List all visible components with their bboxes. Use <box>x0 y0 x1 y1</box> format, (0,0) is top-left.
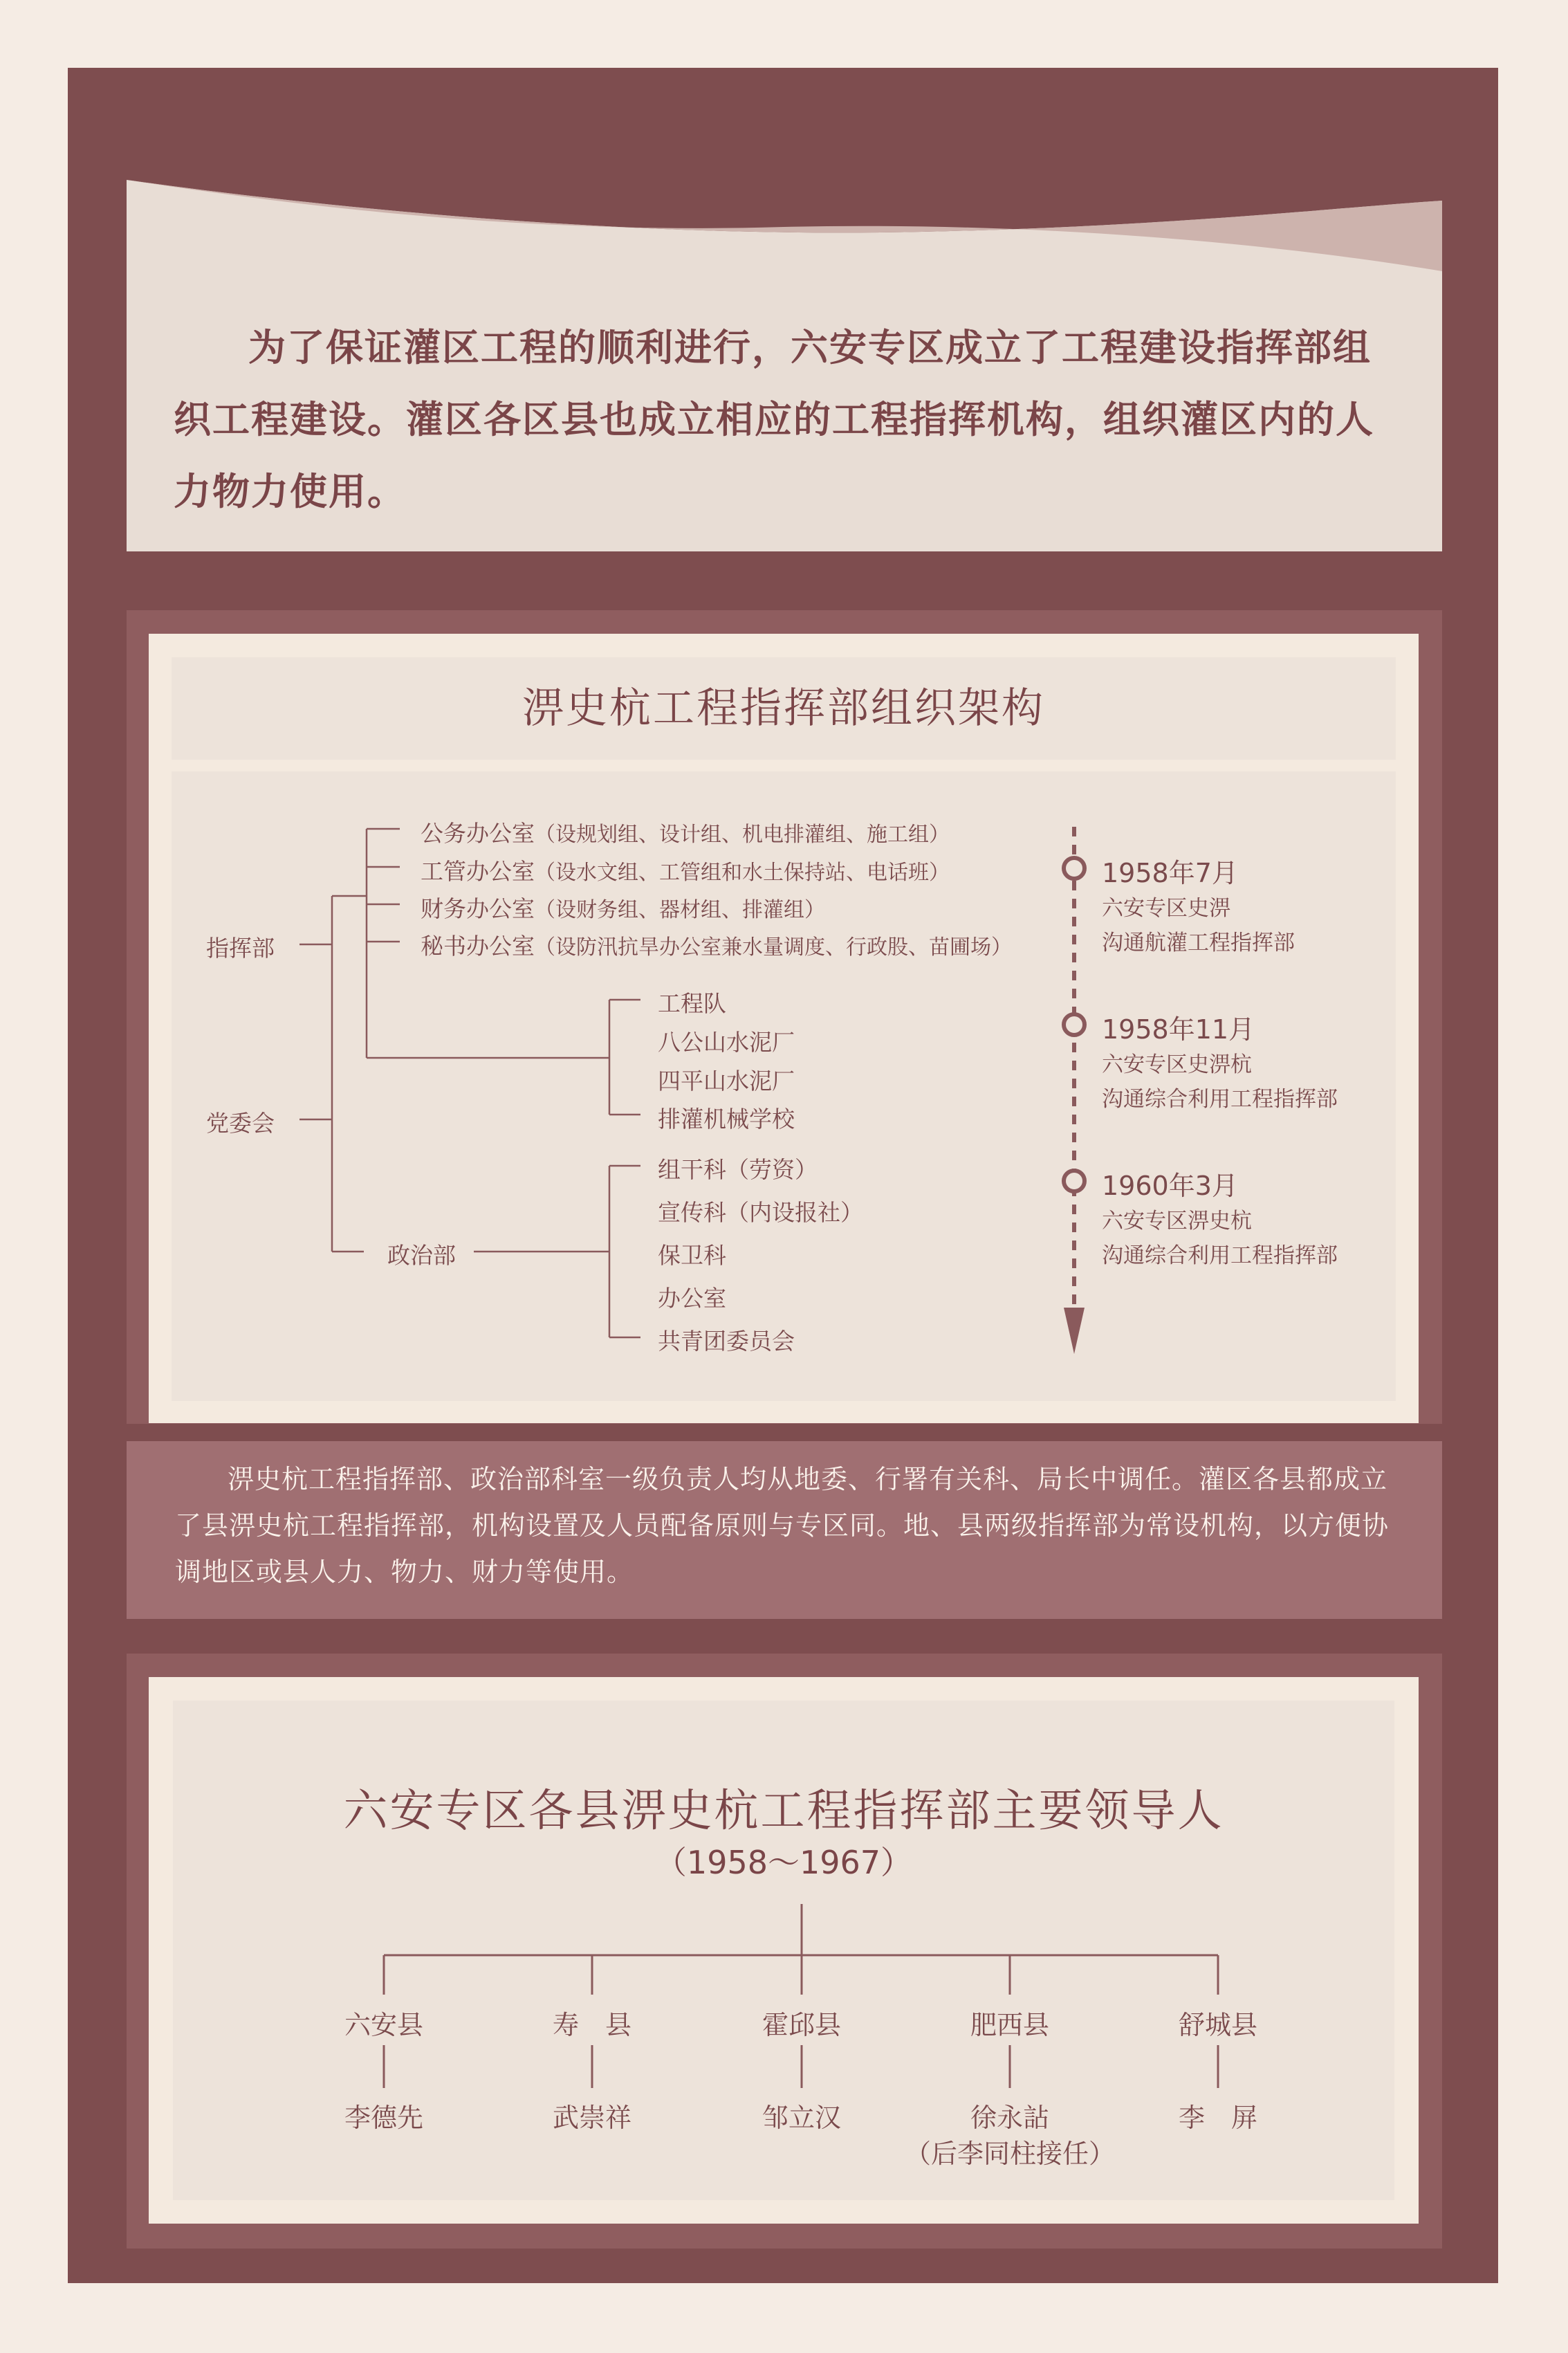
org-chart-body <box>172 771 1396 1401</box>
office-item: 财务办公室（设财务组、器材组、排灌组） <box>421 895 825 922</box>
timeline-arrow <box>1064 1308 1085 1354</box>
root-node-party: 党委会 <box>206 1110 275 1137</box>
timeline-dot <box>1064 1014 1085 1035</box>
timeline-desc: 六安专区淠史杭 <box>1102 1209 1252 1234</box>
timeline-dot <box>1064 1171 1085 1191</box>
leader-name: 武崇祥 <box>552 2103 631 2133</box>
timeline-date: 1958年7月 <box>1102 858 1238 888</box>
intro-paragraph: 为了保证灌区工程的顺利进行，六安专区成立了工程建设指挥部组织工程建设。灌区各区县也成立相应的工程指挥机构，组织灌区内的人力物力使用。 <box>174 325 1374 513</box>
timeline-dot <box>1064 858 1085 879</box>
org-chart-title: 淠史杭工程指挥部组织架构 <box>522 684 1045 733</box>
note-paragraph: 淠史杭工程指挥部、政治部科室一级负责人均从地委、行署有关科、局长中调任。灌区各县都成立了县淠史杭工程指挥部，机构设置及人员配备原则与专区同。地、县两级指挥部为常设机构，以方便协调地区或县人力、物力、财力等使用。 <box>175 1464 1390 1587</box>
county-label: 寿 县 <box>552 2010 631 2040</box>
politics-section: 保卫科 <box>658 1242 726 1269</box>
org-chart-title-box <box>172 657 1396 760</box>
office-item: 秘书办公室（设防汛抗旱办公室兼水量调度、行政股、苗圃场） <box>421 933 1012 960</box>
leaders-years: （1958～1967） <box>654 1844 913 1881</box>
leaders-body <box>173 1701 1394 2200</box>
timeline-date: 1958年11月 <box>1102 1014 1255 1045</box>
county-label: 肥西县 <box>970 2010 1049 2040</box>
unit-item: 排灌机械学校 <box>658 1106 795 1133</box>
politics-section: 共青团委员会 <box>658 1328 795 1355</box>
note-band <box>127 1441 1442 1619</box>
politics-section: 组干科（劳资） <box>658 1156 818 1183</box>
leaders-title: 六安专区各县淠史杭工程指挥部主要领导人 <box>343 1786 1224 1837</box>
unit-item: 工程队 <box>658 990 726 1017</box>
county-label: 霍邱县 <box>762 2010 841 2040</box>
county-label: 舒城县 <box>1178 2010 1257 2040</box>
office-item: 公务办公室（设规划组、设计组、机电排灌组、施工组） <box>421 820 950 847</box>
politics-section: 办公室 <box>658 1285 726 1312</box>
timeline-desc: 沟通航灌工程指挥部 <box>1102 931 1295 955</box>
politics-section: 宣传科（内设报社） <box>658 1199 863 1226</box>
timeline-date: 1960年3月 <box>1102 1171 1238 1201</box>
timeline-desc: 六安专区史淠杭 <box>1102 1052 1252 1077</box>
office-item: 工管办公室（设水文组、工管组和水土保持站、电话班） <box>421 858 950 885</box>
leader-name: 邹立汉 <box>762 2103 841 2133</box>
intro-section <box>127 152 1442 551</box>
unit-item: 八公山水泥厂 <box>658 1029 795 1056</box>
leader-name: 李德先 <box>344 2103 423 2133</box>
root-node-command: 指挥部 <box>206 935 275 962</box>
timeline-desc: 六安专区史淠 <box>1102 896 1230 921</box>
politics-dept: 政治部 <box>387 1242 456 1269</box>
leader-name: 李 屏 <box>1178 2103 1257 2133</box>
county-label: 六安县 <box>344 2010 423 2040</box>
timeline-desc: 沟通综合利用工程指挥部 <box>1102 1087 1338 1112</box>
unit-item: 四平山水泥厂 <box>658 1068 795 1095</box>
timeline-desc: 沟通综合利用工程指挥部 <box>1102 1243 1338 1268</box>
leader-name: 徐永詀 <box>970 2103 1049 2133</box>
leader-succession-note: （后李同柱接任） <box>904 2139 1115 2169</box>
